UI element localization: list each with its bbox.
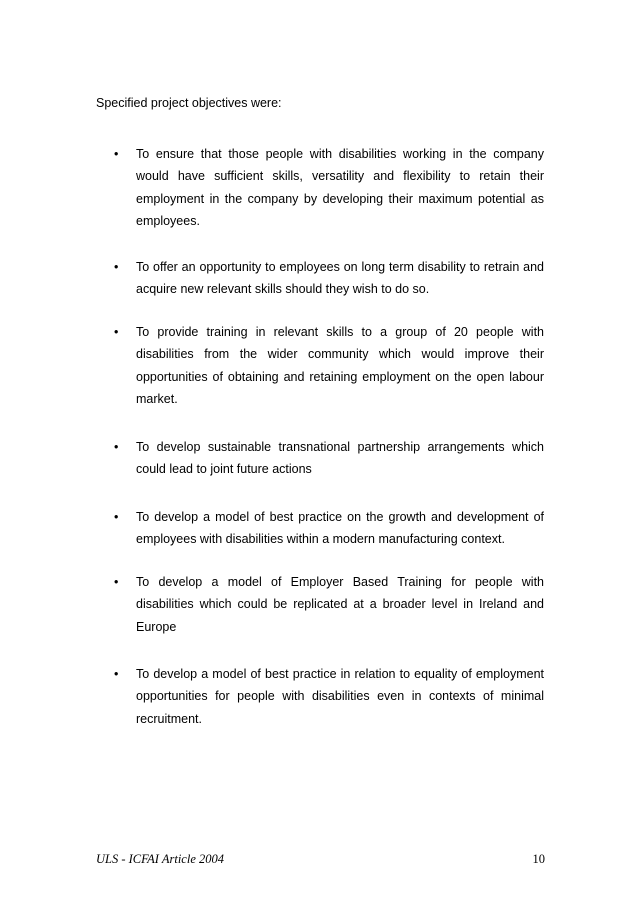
objective-text: To develop sustainable transnational partnership arrangements which could lead to joint future actions — [136, 440, 544, 477]
bullet-icon: • — [114, 440, 119, 454]
intro-text: Specified project objectives were: — [96, 96, 282, 110]
bullet-icon: • — [114, 510, 119, 524]
objective-text: To develop a model of best practice in relation to equality of employment opportunities for people with disabilities even in contexts of minimal recruitment. — [136, 667, 544, 726]
bullet-icon: • — [114, 147, 119, 161]
bullet-icon: • — [114, 260, 119, 274]
objective-text: To develop a model of Employer Based Training for people with disabilities which could be replicated at a broader level in Ireland and Europe — [136, 575, 544, 634]
footer-title: ULS - ICFAI Article 2004 — [96, 852, 225, 866]
bullet-icon: • — [114, 667, 119, 681]
bullet-icon: • — [114, 325, 119, 339]
page-footer — [96, 851, 545, 867]
objective-text: To offer an opportunity to employees on long term disability to retrain and acquire new relevant skills should they wish to do so. — [136, 260, 544, 297]
objective-text: To ensure that those people with disabilities working in the company would have sufficient skills, versatility and flexibility to retain their employment in the company by developing their maximum potential as employees. — [136, 147, 544, 228]
bullet-icon: • — [114, 575, 119, 589]
page-number: 10 — [532, 852, 545, 866]
objective-text: To provide training in relevant skills to a group of 20 people with disabilities from the wider community which would improve their opportunities of obtaining and retaining employment on the open labour market. — [136, 325, 544, 406]
objective-text: To develop a model of best practice on the growth and development of employees with disabilities within a modern manufacturing context. — [136, 510, 544, 547]
